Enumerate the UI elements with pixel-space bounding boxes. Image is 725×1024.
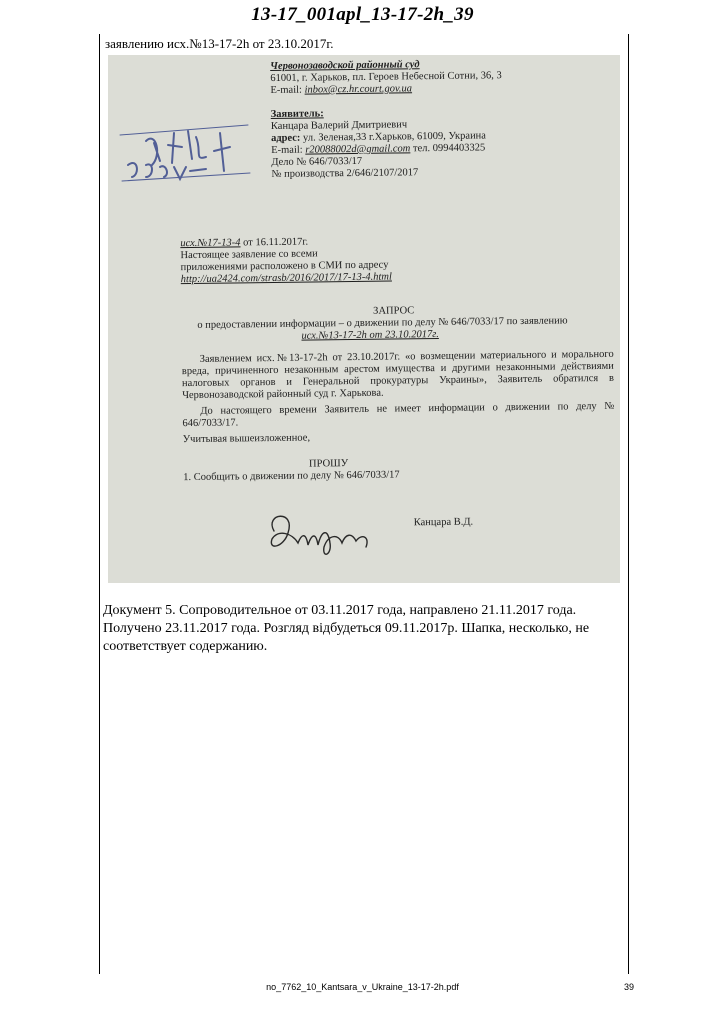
court-name: Червонозаводской районный суд <box>270 59 420 73</box>
body-paragraph-2: До настоящего времени Заявитель не имеет информации о движении по делу № 646/7033/17. <box>182 400 615 430</box>
outgoing-date: от 16.11.2017г. <box>243 236 309 249</box>
signature-icon <box>258 503 378 563</box>
right-margin-rule <box>628 34 629 974</box>
court-email-line <box>270 83 412 97</box>
page-title: 13-17_001apl_13-17-2h_39 <box>251 4 474 25</box>
applicant-address-label: адрес: <box>270 132 301 145</box>
published-line-1: Настоящее заявление со всеми <box>180 248 318 262</box>
applicant-label: Заявитель: <box>270 108 324 121</box>
left-margin-rule <box>99 34 100 974</box>
body-paragraph-3: Учитывая вышеизложенное, <box>182 432 311 446</box>
footer-page-number: 39 <box>624 982 635 992</box>
request-subheading-1: о предоставлении информации – о движении по делу № 646/7033/17 по заявлению <box>197 315 568 331</box>
published-line-2: приложениями расположено в СМИ по адресу <box>180 259 389 274</box>
request-item: 1. Сообщить о движении по делу № 646/7033/17 <box>183 469 400 484</box>
applicant-email: r20088002d@gmail.com <box>305 143 411 156</box>
document-caption: Документ 5. Сопроводительное от 03.11.2017 года, направлено 21.11.2017 года. Получено 23.11.2017 года. Розгляд відбудеться 09.11.2017р. Шапка, несколько, не соответствует содержанию. <box>103 603 590 654</box>
request-heading: ПРОШУ <box>308 458 349 470</box>
court-address: 61001, г. Харьков, пл. Героев Небесной Сотни, 36, 3 <box>270 70 502 85</box>
applicant-contact-line <box>271 142 485 157</box>
case-number: Дело № 646/7033/17 <box>271 155 363 169</box>
footer-filename: no_7762_10_Kantsara_v_Ukraine_13-17-2h.pdf <box>266 982 459 992</box>
applicant-phone: тел. 0994403325 <box>412 142 486 155</box>
incoming-stamp-icon <box>116 121 256 191</box>
body-paragraph-1: Заявлением исх.№13-17-2h от 23.10.2017г. «о возмещении материального и морального вреда, причиненного незаконным арестом имущества и другими незаконными действиями налоговых органов и Генеральной прокуратуры Украины», Заявитель обратился в Червонозаводской районный суд г. Харькова. <box>181 348 615 402</box>
intro-line: заявлению исх.№13-17-2h от 23.10.2017г. <box>105 36 334 51</box>
signer-name: Канцара В.Д. <box>413 516 474 529</box>
applicant-name: Канцара Валерий Дмитриевич <box>270 119 408 133</box>
published-url: http://ua2424.com/strasb/2016/2017/17-13-4.html <box>180 271 392 286</box>
applicant-email-label: E-mail: <box>271 144 303 157</box>
request-subheading-2: исх.№13-17-2h от 23.10.2017г. <box>301 328 439 342</box>
request-title: ЗАПРОС <box>373 305 415 317</box>
outgoing-ref: исх.№17-13-4 <box>180 237 241 250</box>
scanned-document-image <box>108 55 620 583</box>
applicant-address: ул. Зеленая,33 г.Харьков, 61009, Украина <box>302 130 487 144</box>
court-email-label: E-mail: <box>270 84 303 97</box>
proceeding-number: № производства 2/646/2107/2017 <box>271 167 419 181</box>
court-email: inbox@cz.hr.court.gov.ua <box>304 83 413 96</box>
